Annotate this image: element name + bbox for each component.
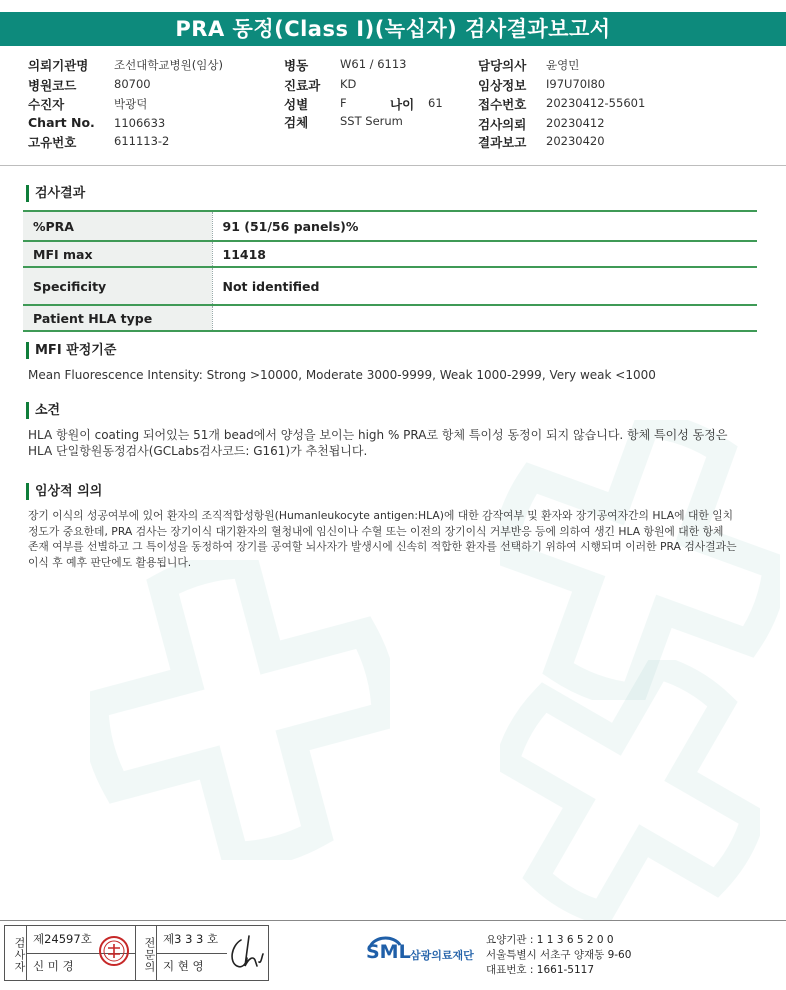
result-value-hla-type <box>212 305 757 331</box>
info-value-physician: 윤영민 <box>546 58 580 72</box>
clinical-line: 이식 후 예후 판단에도 활용됩니다. <box>28 555 192 569</box>
info-label-age: 나이 <box>390 97 415 112</box>
table-row <box>23 241 757 267</box>
mfi-criteria-text: Mean Fluorescence Intensity: Strong >10000, Moderate 3000-9999, Weak 1000-2999, Very weak <1000 <box>28 368 656 382</box>
info-label: 검체 <box>284 115 309 130</box>
info-label: 병원코드 <box>28 78 77 93</box>
findings-line: HLA 단일항원동정검사(GCLabs검사코드: G161)가 추천됩니다. <box>28 444 368 458</box>
lab-info-line: 서울특별시 서초구 양재동 9-60 <box>486 949 632 961</box>
result-value-specificity: Not identified <box>212 267 757 305</box>
result-key: Specificity <box>23 267 212 305</box>
handwritten-signature-icon <box>227 932 267 976</box>
footer-divider <box>0 920 786 921</box>
info-label: 의뢰기관명 <box>28 58 89 73</box>
info-label: 결과보고 <box>478 135 527 150</box>
section-heading-results: 검사결과 <box>26 185 85 202</box>
info-label: 수진자 <box>28 97 65 112</box>
info-label: Chart No. <box>28 115 95 130</box>
section-heading-clinical: 임상적 의의 <box>26 483 102 500</box>
result-key: Patient HLA type <box>23 305 212 331</box>
lab-info-line: 대표번호 : 1661-5117 <box>486 964 595 976</box>
result-key: MFI max <box>23 241 212 267</box>
signature-box <box>4 925 269 981</box>
seal-stamp-icon <box>97 934 131 968</box>
info-value-request-date: 20230412 <box>546 116 605 130</box>
lab-contact-info <box>486 933 631 978</box>
table-row <box>23 305 757 331</box>
info-value-age: 61 <box>428 96 443 110</box>
clinical-line: 정도가 중요한데, PRA 검사는 장기이식 대기환자의 혈청내에 임신이나 수혈 또는 이전의 장기이식 거부반응 등에 의하여 생긴 HLA 항원에 대한 항체 <box>28 524 724 538</box>
info-value-receipt-no: 20230412-55601 <box>546 96 646 110</box>
clinical-significance-text <box>28 508 758 570</box>
info-label: 임상정보 <box>478 78 527 93</box>
clinical-line: 존재 여부를 선별하고 그 특이성을 동정하여 장기를 공여할 뇌사자가 발생시에 신속히 적합한 환자를 선택하기 위하여 시행되며 이러한 PRA 검사결과는 <box>28 540 737 553</box>
report-title: PRA 동정(Class I)(녹십자) 검사결과보고서 <box>0 12 786 46</box>
result-value-mfi-max: 11418 <box>212 241 757 267</box>
info-label: 성별 <box>284 97 309 112</box>
info-label: 진료과 <box>284 78 321 93</box>
organization-name: 삼광의료재단 <box>410 949 474 962</box>
info-value-chart-no: 1106633 <box>114 116 166 130</box>
section-heading-mfi: MFI 판정기준 <box>26 342 116 359</box>
info-value-report-date: 20230420 <box>546 134 605 148</box>
logo-text: SML <box>366 941 411 963</box>
info-value-ward: W61 / 6113 <box>340 57 407 71</box>
info-value-patient-name: 박광덕 <box>114 97 148 111</box>
info-label: 담당의사 <box>478 58 527 73</box>
watermark-cross-icon <box>90 560 390 860</box>
specialist-license-no: 제3 3 3 호 <box>163 932 219 946</box>
info-value-institution: 조선대학교병원(임상) <box>114 58 223 72</box>
inspector-license-no: 제24597호 <box>33 932 92 946</box>
info-label: 고유번호 <box>28 135 77 150</box>
result-value-pra: 91 (51/56 panels)% <box>212 211 757 241</box>
results-table <box>23 210 757 332</box>
info-value-department: KD <box>340 77 357 91</box>
info-label: 병동 <box>284 58 309 73</box>
header-divider <box>0 165 786 166</box>
info-value-sex: F <box>340 96 347 110</box>
inspector-name: 신 미 경 <box>33 959 74 973</box>
info-value-unique-no: 611113-2 <box>114 134 170 148</box>
specialist-label: 전문의 <box>135 926 157 980</box>
findings-line: HLA 항원이 coating 되어있는 51개 bead에서 양성을 보이는 high % PRA로 항체 특이성 동정이 되지 않습니다. 항체 특이성 동정은 <box>28 428 728 442</box>
inspector-label: 검사자 <box>5 926 27 980</box>
specialist-name: 지 현 영 <box>163 959 204 973</box>
watermark-cross-icon <box>500 660 760 920</box>
clinical-line: 장기 이식의 성공여부에 있어 환자의 조직적합성항원(Humanleukocyte antigen:HLA)에 대한 감작여부 및 환자와 장기공여자간의 HLA에 대한 일치 <box>28 509 734 522</box>
table-row <box>23 267 757 305</box>
lab-info-line: 요양기관 : 1 1 3 6 5 2 0 0 <box>486 934 614 946</box>
info-label: 검사의뢰 <box>478 117 527 132</box>
info-value-specimen: SST Serum <box>340 114 403 128</box>
info-value-clinical-info: I97U70I80 <box>546 77 606 91</box>
table-row <box>23 211 757 241</box>
info-value-hospital-code: 80700 <box>114 77 151 91</box>
section-heading-findings: 소견 <box>26 402 60 419</box>
info-label: 접수번호 <box>478 97 527 112</box>
findings-text <box>28 427 758 459</box>
result-key: %PRA <box>23 211 212 241</box>
